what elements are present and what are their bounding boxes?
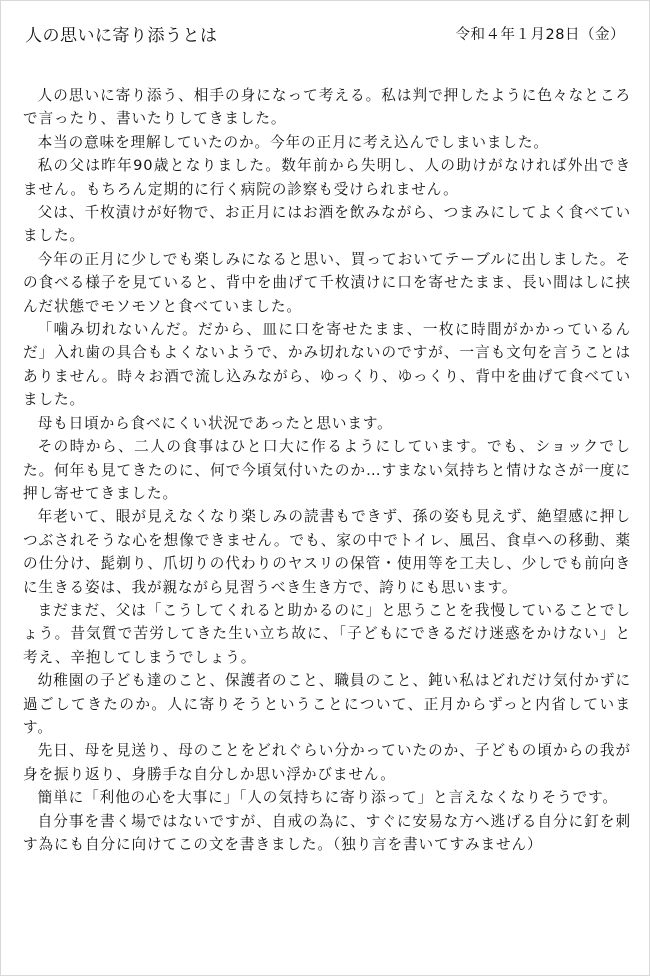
paragraph: 今年の正月に少しでも楽しみになると思い、買っておいてテーブルに出しました。その食べる様子を見ていると、背中を曲げて千枚漬けに口を寄せたまま、長い間はしに挟んだ状態でモソモソと食べていました。 xyxy=(23,250,631,315)
paragraph: 人の思いに寄り添う、相手の身になって考える。私は判で押したように色々なところで言ったり、書いたりしてきました。 xyxy=(23,87,631,128)
paragraph: まだまだ、父は「こうしてくれると助かるのに」と思うことを我慢していることでしょう。昔気質で苦労してきた生い立ち故に、「子どもにできるだけ迷惑をかけない」と考え、辛抱してしまうでしょう。 xyxy=(23,601,631,666)
paragraph: 「噛み切れないんだ。だから、皿に口を寄せたまま、一枚に時間がかかっているんだ」入れ歯の具合もよくないようで、かみ切れないのですが、一言も文句を言うことはありません。時々お酒で流し込みながら、ゆっくり、ゆっくり、背中を曲げて食べていました。 xyxy=(23,321,631,409)
paragraph: 幼稚園の子ども達のこと、保護者のこと、職員のこと、鈍い私はどれだけ気付かずに過ごしてきたのか。人に寄りそうということについて、正月からずっと内省しています。 xyxy=(23,672,631,736)
paragraph: 年老いて、眼が見えなくなり楽しみの読書もできず、孫の姿も見えず、絶望感に押しつぶされそうな心を想像できません。でも、家の中でトイレ、風呂、食卓への移動、薬の仕分け、髭剃り、爪切りの代わりのヤスリの保管・使用等を工夫し、少しでも前向きに生きる姿は、我が親ながら見習うべき生き方で、誇りにも思います。 xyxy=(23,508,631,596)
paragraph: 簡単に「利他の心を大事に」「人の気持ちに寄り添って」と言えなくなりそうです。 xyxy=(37,789,618,807)
document-header xyxy=(25,19,625,47)
paragraph: 母も日頃から食べにくい状況であったと思います。 xyxy=(37,414,393,432)
paragraph: その時から、二人の食事はひと口大に作るようにしています。でも、ショックでした。何年も見てきたのに、何で今頃気付いたのか…すまない気持ちと情けなさが一度に押し寄せてきました。 xyxy=(23,438,631,502)
document-body xyxy=(23,84,631,856)
paragraph: 本当の意味を理解していたのか。今年の正月に考え込んでしまいました。 xyxy=(37,133,549,151)
paragraph: 父は、千枚漬けが好物で、お正月にはお酒を飲みながら、つまみにしてよく食べていました。 xyxy=(23,204,631,245)
paragraph: 先日、母を見送り、母のことをどれぐらい分かっていたのか、子どもの頃からの我が身を振り返り、身勝手な自分しか思い浮かびません。 xyxy=(23,742,631,783)
paragraph: 自分事を書く場ではないですが、自戒の為に、すぐに安易な方へ逃げる自分に釘を刺す為にも自分に向けてこの文を書きました。（独り言を書いてすみません） xyxy=(23,812,631,853)
document-date: 令和４年１月28日（金） xyxy=(455,26,625,43)
paragraph: 私の父は昨年90歳となりました。数年前から失明し、人の助けがなければ外出できません。もちろん定期的に行く病院の診察も受けられません。 xyxy=(23,157,631,198)
document-title: 人の思いに寄り添うとは xyxy=(25,25,218,46)
